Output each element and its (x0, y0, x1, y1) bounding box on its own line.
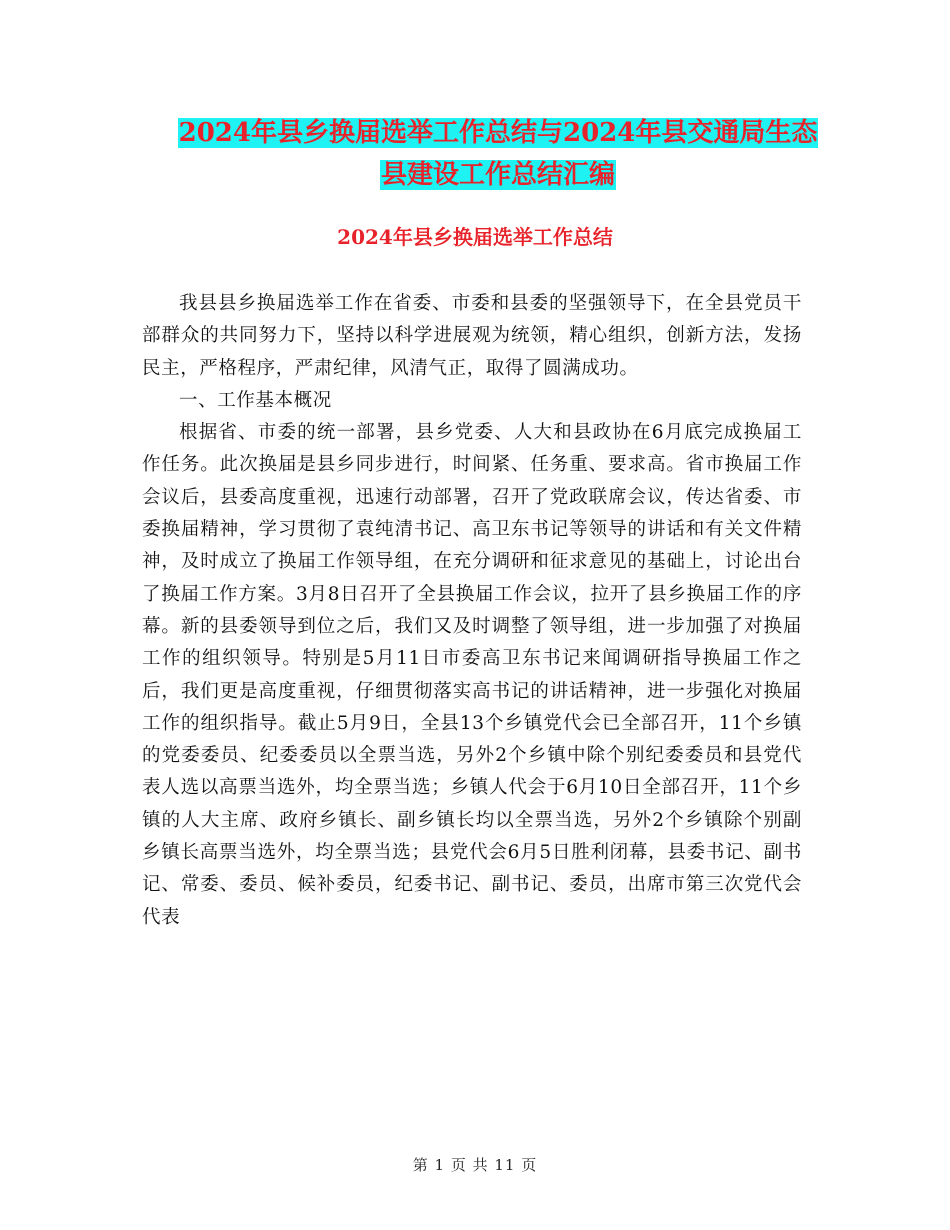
paragraph-intro: 我县县乡换届选举工作在省委、市委和县委的坚强领导下，在全县党员干部群众的共同努力下，坚持以科学进展观为统领，精心组织，创新方法，发扬民主，严格程序，严肃纪律，风清气正，取得了圆满成功。 (142, 293, 802, 379)
document-body (142, 288, 802, 934)
paragraph-overview-body: 根据省、市委的统一部署，县乡党委、人大和县政协在6月底完成换届工作任务。此次换届是县乡同步进行，时间紧、任务重、要求高。省市换届工作会议后，县委高度重视，迅速行动部署，召开了党政联席会议，传达省委、市委换届精神，学习贯彻了袁纯清书记、高卫东书记等领导的讲话和有关文件精神，及时成立了换届工作领导组，在充分调研和征求意见的基础上，讨论出台了换届工作方案。3月8日召开了全县换届工作会议，拉开了县乡换届工作的序幕。新的县委领导到位之后，我们又及时调整了领导组，进一步加强了对换届工作的组织领导。特别是5月11日市委高卫东书记来闻调研指导换届工作之后，我们更是高度重视，仔细贯彻落实高书记的讲话精神，进一步强化对换届工作的组织指导。截止5月9日，全县13个乡镇党代会已全部召开，11个乡镇的党委委员、纪委委员以全票当选，另外2个乡镇中除个别纪委委员和县党代表人选以高票当选外，均全票当选；乡镇人代会于6月10日全部召开，11个乡镇的人大主席、政府乡镇长、副乡镇长均以全票当选，另外2个乡镇除个别副乡镇长高票当选外，均全票当选；县党代会6月5日胜利闭幕，县委书记、副书记、常委、委员、候补委员，纪委书记、副书记、委员，出席市第三次党代会代表 (142, 422, 802, 928)
paragraph-heading-overview: 一、工作基本概况 (179, 389, 332, 411)
document-title (140, 112, 856, 196)
section-title: 2024年县乡换届选举工作总结 (337, 225, 613, 249)
page-footer: 第 1 页 共 11 页 (412, 1156, 538, 1174)
document-title-line-2: 县建设工作总结汇编 (380, 160, 615, 190)
document-title-line-1: 2024年县乡换届选举工作总结与2024年县交通局生态 (178, 118, 818, 148)
